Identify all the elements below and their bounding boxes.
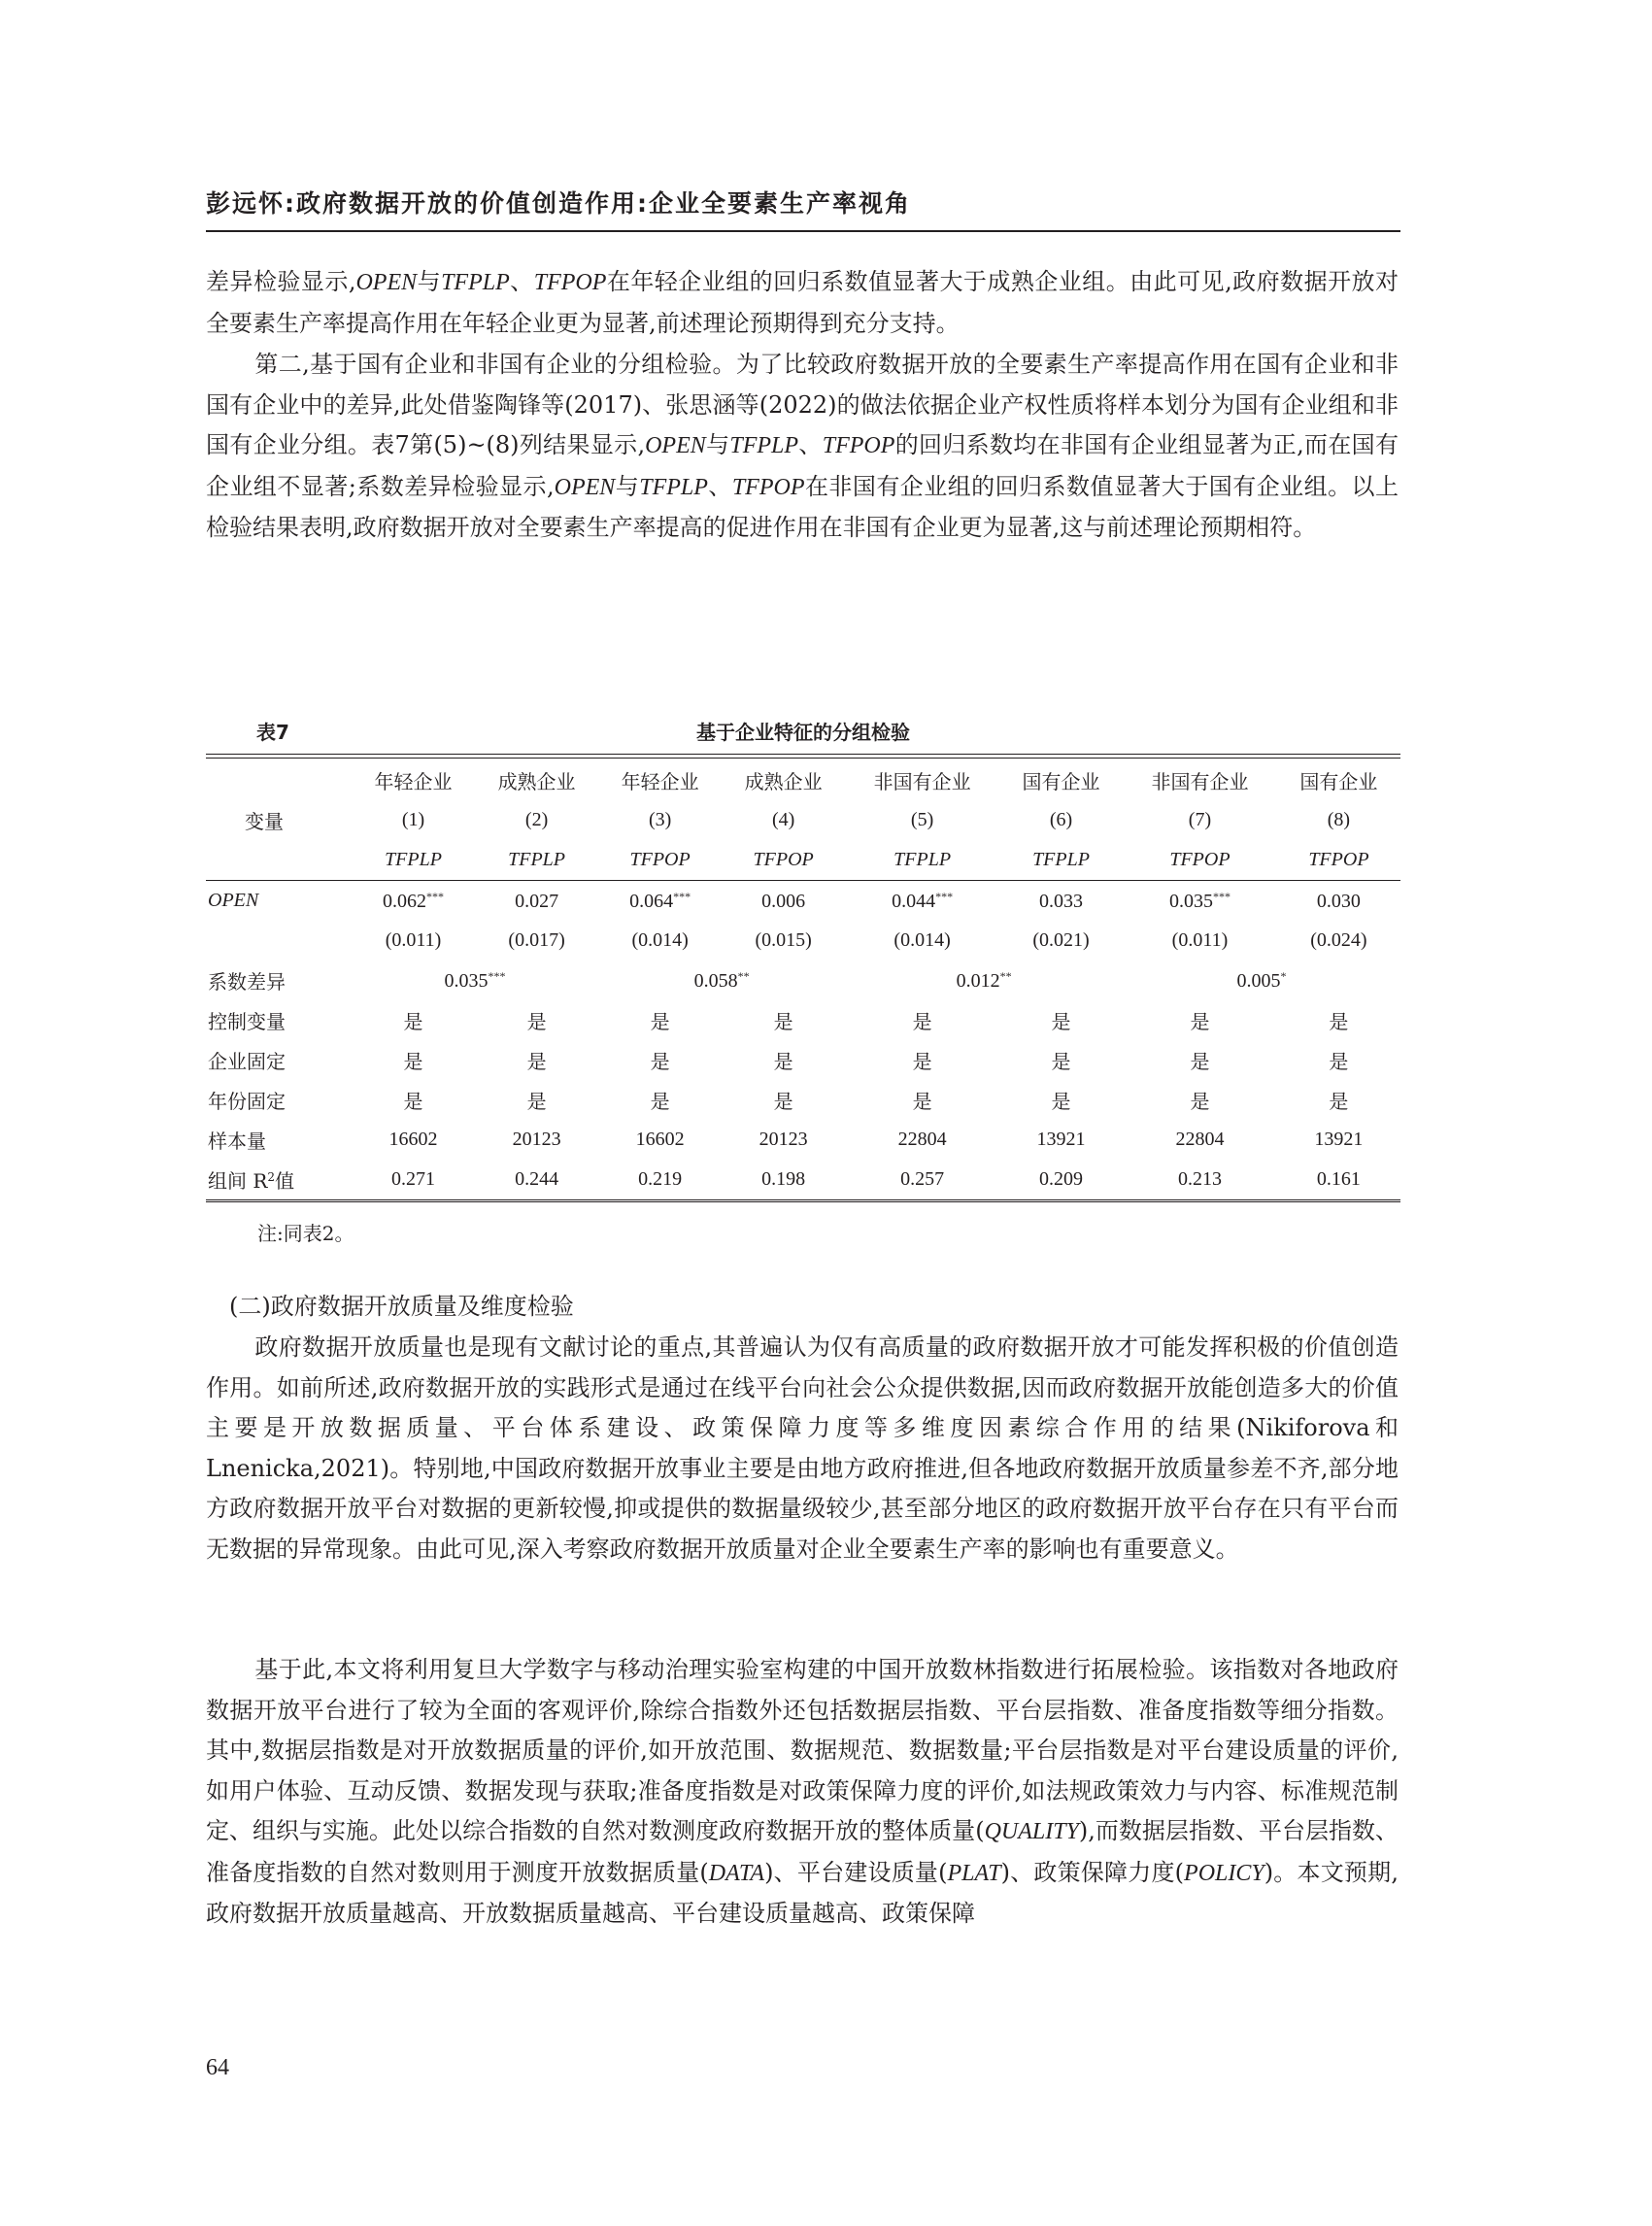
yes-cell: 是 — [650, 1050, 670, 1073]
dep-var: TFPLP — [999, 840, 1123, 881]
dep-var: TFPOP — [598, 840, 722, 881]
col-number: (2) — [524, 809, 549, 830]
table-number: 表7 — [256, 721, 289, 744]
row-label: 组间 $R^2$值 — [206, 1160, 352, 1201]
yes-cell: 是 — [526, 1010, 547, 1033]
col-number: (5) — [910, 809, 934, 830]
r2-cell: 0.209 — [999, 1160, 1123, 1201]
yes-cell: 是 — [1329, 1010, 1349, 1033]
row-label: OPEN — [208, 890, 259, 911]
yes-cell: 是 — [403, 1010, 423, 1033]
col-number: (4) — [772, 809, 795, 830]
group-label: 国有企业 — [1022, 770, 1100, 793]
se-cell: (0.017) — [508, 929, 565, 951]
yes-cell: 是 — [526, 1050, 547, 1073]
group-label: 年轻企业 — [374, 770, 453, 793]
se-cell: (0.011) — [1171, 929, 1229, 951]
yes-cell: 是 — [403, 1090, 423, 1113]
n-cell: 13921 — [1036, 1129, 1086, 1150]
r2-cell: 0.257 — [845, 1160, 999, 1201]
col-number: (1) — [401, 809, 425, 830]
row-label: 控制变量 — [208, 1010, 286, 1033]
n-cell: 13921 — [1314, 1129, 1364, 1150]
yes-cell: 是 — [1051, 1050, 1071, 1073]
diff-cell: 0.005* — [1236, 968, 1287, 992]
coef-cell: 0.062*** — [383, 889, 445, 912]
table-row-diff — [206, 961, 1400, 1000]
table-row-open-se — [206, 921, 1400, 961]
yes-cell: 是 — [1329, 1090, 1349, 1113]
yes-cell: 是 — [1190, 1050, 1210, 1073]
results-table — [206, 754, 1400, 1202]
yes-cell: 是 — [1051, 1090, 1071, 1113]
diff-cell: 0.012** — [956, 968, 1012, 992]
table-title: 基于企业特征的分组检验 — [696, 721, 910, 744]
running-header: 彭远怀:政府数据开放的价值创造作用:企业全要素生产率视角 — [206, 185, 1400, 232]
n-cell: 20123 — [759, 1129, 808, 1150]
paragraph-4: 基于此,本文将利用复旦大学数字与移动治理实验室构建的中国开放数林指数进行拓展检验。该指数对各地政府数据开放平台进行了较为全面的客观评价,除综合指数外还包括数据层指数、平台层指数、准备度指数等细分指数。其中,数据层指数是对开放数据质量的评价,如开放范围、数据规范、数据数量;平台层指数是对平台建设质量的评价,如用户体验、互动反馈、数据发现与获取;准备度指数是对政策保障力度的评价,如法规政策效力与内容、标准规范制定、组织与实施。此处以综合指数的自然对数测度政府数据开放的整体质量(QUALITY),而数据层指数、平台层指数、准备度指数的自然对数则用于测度开放数据质量(DATA)、平台建设质量(PLAT)、政策保障力度(POLICY)。本文预期,政府数据开放质量越高、开放数据质量越高、平台建设质量越高、政策保障 — [206, 1656, 1399, 1927]
coef-cell: 0.044*** — [892, 889, 954, 912]
yes-cell: 是 — [912, 1010, 932, 1033]
dep-var: TFPLP — [475, 840, 598, 881]
yes-cell: 是 — [526, 1090, 547, 1113]
table-row-controls — [206, 1000, 1400, 1040]
r2-cell: 0.198 — [722, 1160, 845, 1201]
row-label: 年份固定 — [208, 1090, 286, 1113]
row-label: 样本量 — [208, 1130, 266, 1153]
paragraph-2: 第二,基于国有企业和非国有企业的分组检验。为了比较政府数据开放的全要素生产率提高作用在国有企业和非国有企业中的差异,此处借鉴陶锋等(2017)、张思涵等(2022)的做法依据企业产权性质将样本划分为国有企业组和非国有企业分组。表7第(5)~(8)列结果显示,OPEN与TFPLP、TFPOP的回归系数均在非国有企业组显著为正,而在国有企业组不显著;系数差异检验显示,OPEN与TFPLP、TFPOP在非国有企业组的回归系数值显著大于国有企业组。以上检验结果表明,政府数据开放对全要素生产率提高的促进作用在非国有企业更为显著,这与前述理论预期相符。 — [206, 351, 1399, 541]
group-label: 国有企业 — [1299, 770, 1378, 793]
table-row-firm-fe — [206, 1040, 1400, 1080]
yes-cell: 是 — [912, 1090, 932, 1113]
yes-cell: 是 — [403, 1050, 423, 1073]
n-cell: 22804 — [1175, 1129, 1225, 1150]
dep-var: TFPOP — [722, 840, 845, 881]
r2-cell: 0.213 — [1123, 1160, 1277, 1201]
table-note: 注:同表2。 — [257, 1222, 354, 1245]
group-label: 成熟企业 — [497, 770, 576, 793]
table-header-row-depvars — [206, 840, 1400, 881]
se-cell: (0.014) — [893, 929, 951, 951]
table-row-year-fe — [206, 1080, 1400, 1120]
r2-cell: 0.271 — [352, 1160, 475, 1201]
row-label: 系数差异 — [208, 970, 286, 994]
table-row-open-coef — [206, 881, 1400, 922]
coef-cell: 0.064*** — [629, 889, 691, 912]
n-cell: 20123 — [512, 1129, 561, 1150]
yes-cell: 是 — [650, 1090, 670, 1113]
coef-cell: 0.006 — [761, 890, 806, 912]
n-cell: 16602 — [388, 1129, 438, 1150]
col-number: (7) — [1188, 809, 1212, 830]
group-label: 非国有企业 — [1151, 770, 1249, 793]
yes-cell: 是 — [1051, 1010, 1071, 1033]
yes-cell: 是 — [1329, 1050, 1349, 1073]
yes-cell: 是 — [773, 1010, 793, 1033]
group-label: 年轻企业 — [621, 770, 699, 793]
diff-cell: 0.058** — [693, 968, 750, 992]
table-header-row-numbers — [206, 800, 1400, 840]
r2-cell: 0.244 — [475, 1160, 598, 1201]
col-number: (3) — [648, 809, 672, 830]
yes-cell: 是 — [1190, 1090, 1210, 1113]
dep-var: TFPOP — [1277, 840, 1400, 881]
group-label: 非国有企业 — [873, 770, 971, 793]
paragraph-1: 差异检验显示,OPEN与TFPLP、TFPOP在年轻企业组的回归系数值显著大于成熟企业组。由此可见,政府数据开放对全要素生产率提高作用在年轻企业更为显著,前述理论预期得到充分支持。 — [206, 268, 1399, 337]
yes-cell: 是 — [1190, 1010, 1210, 1033]
group-label: 成熟企业 — [744, 770, 823, 793]
yes-cell: 是 — [773, 1050, 793, 1073]
r2-cell: 0.161 — [1277, 1160, 1400, 1201]
diff-cell: 0.035*** — [444, 968, 506, 992]
r2-cell: 0.219 — [598, 1160, 722, 1201]
table-row-sample-size — [206, 1120, 1400, 1160]
table-caption — [206, 717, 1400, 746]
row-label: 企业固定 — [208, 1050, 286, 1073]
coef-cell: 0.027 — [515, 890, 559, 912]
dep-var: TFPOP — [1123, 840, 1277, 881]
page-number: 64 — [206, 2055, 229, 2080]
yes-cell: 是 — [650, 1010, 670, 1033]
coef-cell: 0.030 — [1316, 890, 1361, 912]
col-number: (6) — [1049, 809, 1073, 830]
coef-cell: 0.033 — [1039, 890, 1084, 912]
n-cell: 16602 — [635, 1129, 685, 1150]
var-header: 变量 — [245, 810, 284, 833]
yes-cell: 是 — [912, 1050, 932, 1073]
se-cell: (0.015) — [755, 929, 812, 951]
n-cell: 22804 — [897, 1129, 947, 1150]
yes-cell: 是 — [773, 1090, 793, 1113]
section-heading: (二)政府数据开放质量及维度检验 — [229, 1293, 574, 1320]
col-number: (8) — [1327, 809, 1351, 830]
table-header-row-groups — [206, 760, 1400, 800]
se-cell: (0.024) — [1310, 929, 1367, 951]
dep-var: TFPLP — [845, 840, 999, 881]
dep-var: TFPLP — [352, 840, 475, 881]
paragraph-3: 政府数据开放质量也是现有文献讨论的重点,其普遍认为仅有高质量的政府数据开放才可能发挥积极的价值创造作用。如前所述,政府数据开放的实践形式是通过在线平台向社会公众提供数据,因而政府数据开放能创造多大的价值主要是开放数据质量、平台体系建设、政策保障力度等多维度因素综合作用的结果(Nikiforova和Lnenicka,2021)。特别地,中国政府数据开放事业主要是由地方政府推进,但各地政府数据开放质量参差不齐,部分地方政府数据开放平台对数据的更新较慢,抑或提供的数据量级较少,甚至部分地区的政府数据开放平台存在只有平台而无数据的异常现象。由此可见,深入考察政府数据开放质量对企业全要素生产率的影响也有重要意义。 — [206, 1333, 1399, 1563]
coef-cell: 0.035*** — [1168, 889, 1231, 912]
se-cell: (0.014) — [631, 929, 689, 951]
se-cell: (0.011) — [385, 929, 442, 951]
se-cell: (0.021) — [1032, 929, 1090, 951]
table-row-r2 — [206, 1160, 1400, 1201]
